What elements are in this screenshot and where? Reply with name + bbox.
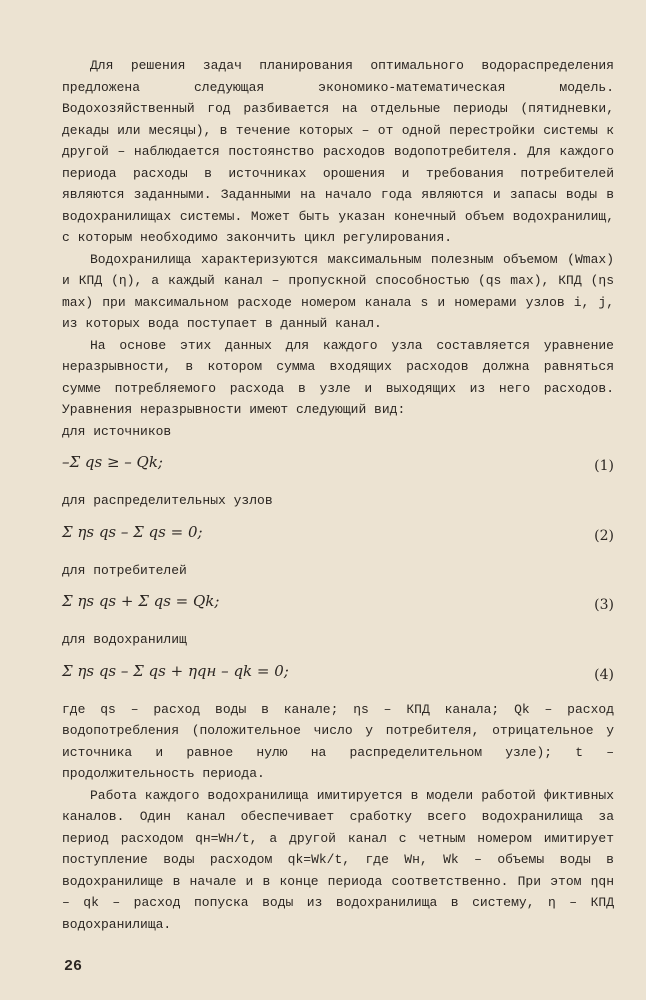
equation-1-number: (1) [594, 458, 614, 474]
equation-3 [62, 581, 614, 629]
label-reservoirs: для водохранилищ [62, 632, 187, 647]
paragraph-1: Для решения задач планирования оптимального водораспределения предложена следующая экономико-математическая модель. Водохозяйственный год разбивается на отдельные периоды (пятидневки, декады или месяцы), в течение которых – от одной перестройки системы к другой – наблюдается постоянство расходов водопотребителя. Для каждого периода расходы в источниках орошения и требования потребителей являются заданными. Заданными на начало года являются и запасы воды в водохранилищах системы. Может быть указан конечный объем водохранилищ, с которым необходимо закончить цикл регулирования. [62, 58, 614, 245]
paragraph-2: Водохранилища характеризуются максимальным полезным объемом (Wmax) и КПД (η), а каждый канал – пропускной способностью (qs max), КПД (ηs max) при максимальном расходе номером канала s и номерами узлов i, j, из которых вода поступает в данный канал. [62, 251, 614, 331]
paragraph-5: Работа каждого водохранилища имитируется в модели работой фиктивных каналов. Один канал обеспечивает сработку всего водохранилища за период расходом qн=Wн/t, а другой канал с четным номером имитирует поступление воды расходом qk=Wk/t, где Wн, Wk – объемы воды в водохранилище в начале и в конце периода соответственно. При этом ηqн – qk – расход попуска воды из водохранилища в систему, η – КПД водохранилища. [62, 787, 614, 932]
paragraph-3: На основе этих данных для каждого узла составляется уравнение неразрывности, в котором сумма входящих расходов должна равняться сумме потребляемого расхода в узле и выходящих из него расходов. Уравнения неразрывности имеют следующий вид: [62, 337, 614, 417]
equation-4 [62, 651, 614, 699]
equation-3-number: (3) [594, 597, 614, 613]
equation-1 [62, 442, 614, 490]
page-number: 26 [64, 958, 83, 975]
equation-2 [62, 512, 614, 560]
paragraph-legend: где qs – расход воды в канале; ηs – КПД канала; Qk – расход водопотребления (положительное число у потребителя, отрицательное у источника и равное нулю на распределительном узле); t – продолжительность периода. [62, 701, 614, 781]
equation-2-formula: Σ ηs qs – Σ qs = 0; [62, 522, 203, 541]
equation-4-formula: Σ ηs qs – Σ qs + ηqн – qk = 0; [62, 661, 289, 680]
label-sources: для источников [62, 423, 172, 439]
label-consumers: для потребителей [62, 562, 187, 578]
equation-3-formula: Σ ηs qs + Σ qs = Qk; [62, 592, 220, 610]
label-distribution-nodes: для распределительных узлов [62, 493, 273, 508]
body-text [62, 55, 614, 935]
equation-1-formula: –Σ qs ≥ – Qk; [62, 453, 163, 471]
equation-4-number: (4) [594, 666, 614, 683]
equation-2-number: (2) [594, 527, 614, 544]
